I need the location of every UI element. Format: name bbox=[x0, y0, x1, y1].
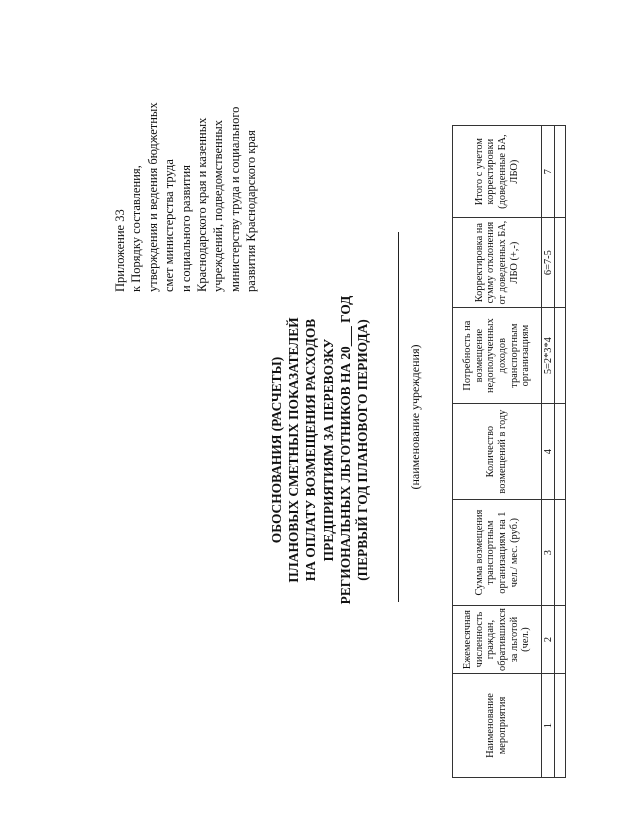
appendix-line: министерству труда и социального bbox=[227, 106, 242, 292]
column-number: 7 bbox=[542, 126, 555, 218]
appendix-line: к Порядку составления, bbox=[129, 165, 144, 292]
title-line: РЕГИОНАЛЬНЫХ ЛЬГОТНИКОВ НА 20___ ГОД bbox=[337, 295, 353, 605]
empty-cell bbox=[555, 404, 566, 500]
header-cell-total: Итого с учетом корректировки (доведенные БА, ЛБО) bbox=[453, 126, 542, 218]
empty-cell bbox=[555, 218, 566, 308]
column-number: 4 bbox=[542, 404, 555, 500]
title-line: ПРЕДПРИЯТИЯМ ЗА ПЕРЕВОЗКУ bbox=[320, 338, 336, 562]
title-line: ОБОСНОВАНИЯ (РАСЧЕТЫ) bbox=[269, 356, 284, 544]
appendix-line: Краснодарского края и казенных bbox=[195, 117, 210, 292]
empty-row bbox=[555, 126, 566, 778]
header-cell-compensation-sum: Сумма возмещения транспортным организациям на 1 чел./ мес. (руб.) bbox=[453, 500, 542, 606]
header-row bbox=[453, 126, 542, 778]
header-cell-activity: Наименование мероприятия bbox=[453, 674, 542, 778]
appendix-line: Приложение 33 bbox=[113, 209, 127, 292]
calculation-table bbox=[452, 125, 566, 778]
column-number: 2 bbox=[542, 606, 555, 674]
appendix-block bbox=[112, 22, 260, 292]
appendix-line: утверждения и ведения бюджетных bbox=[145, 102, 160, 292]
appendix-line: и социального развития bbox=[178, 165, 193, 292]
title-line: ПЛАНОВЫХ СМЕТНЫХ ПОКАЗАТЕЛЕЙ bbox=[286, 317, 302, 583]
document-title bbox=[268, 250, 371, 650]
column-number: 3 bbox=[542, 500, 555, 606]
appendix-line: учреждений, подведомственных bbox=[211, 119, 226, 292]
appendix-line: развития Краснодарского края bbox=[244, 130, 259, 292]
empty-cell bbox=[555, 606, 566, 674]
title-line: (ПЕРВЫЙ ГОД ПЛАНОВОГО ПЕРИОДА) bbox=[355, 319, 371, 581]
empty-cell bbox=[555, 126, 566, 218]
appendix-line: смет министерства труда bbox=[162, 159, 177, 292]
title-line: НА ОПЛАТУ ВОЗМЕЩЕНИЯ РАСХОДОВ bbox=[303, 318, 319, 582]
column-number: 5=2*3*4 bbox=[542, 308, 555, 404]
institution-caption: (наименование учреждения) bbox=[408, 344, 422, 490]
empty-cell bbox=[555, 674, 566, 778]
column-number: 1 bbox=[542, 674, 555, 778]
header-cell-correction: Корректировка на сумму отклонения от доведенных БА, ЛБО (+,-) bbox=[453, 218, 542, 308]
empty-cell bbox=[555, 308, 566, 404]
header-cell-monthly-count: Ежемесячная численность граждан, обратившихся за льготой (чел.) bbox=[453, 606, 542, 674]
header-cell-compensations-per-year: Количество возмещений в году bbox=[453, 404, 542, 500]
institution-underline bbox=[398, 232, 399, 602]
header-cell-need: Потребность на возмещение недополученных доходов транспортным организациям bbox=[453, 308, 542, 404]
column-number: 6=7-5 bbox=[542, 218, 555, 308]
empty-cell bbox=[555, 500, 566, 606]
column-number-row bbox=[542, 126, 555, 778]
